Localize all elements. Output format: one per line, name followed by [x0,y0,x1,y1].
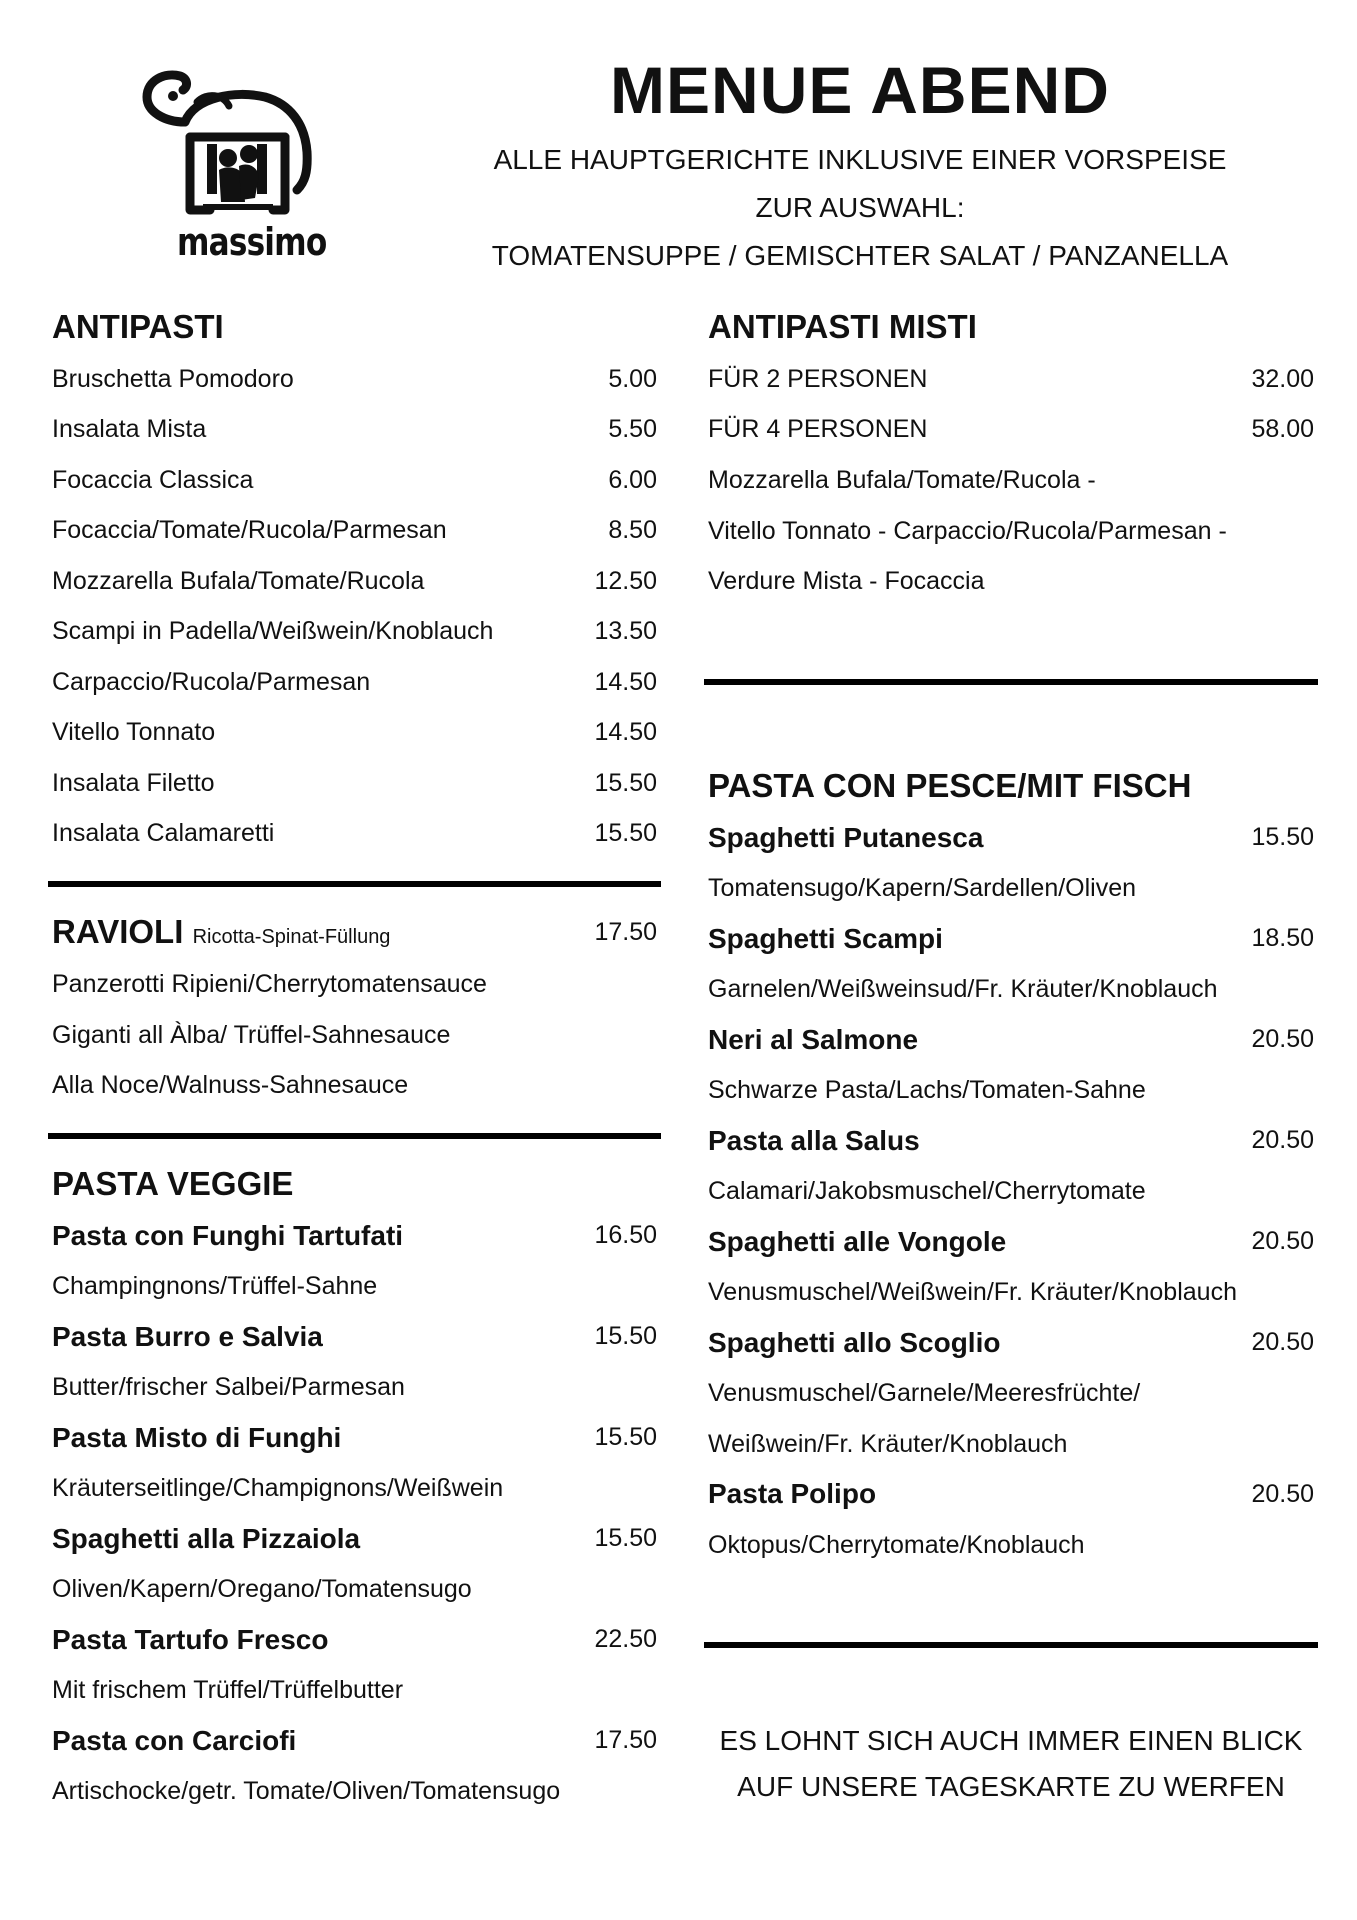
subtitle-line: ZUR AUSWAHL: [755,192,965,223]
menu-item-name: Pasta con Funghi Tartufati [52,1219,404,1251]
menu-item-price: 20.50 [1251,1328,1314,1357]
menu-item [52,607,657,658]
menu-item-price: 20.50 [1251,1227,1314,1256]
menu-item-name: Scampi in Padella/Weißwein/Knoblauch [52,617,494,646]
menu-item [52,506,657,557]
menu-item-name: Pasta Burro e Salvia [52,1320,323,1352]
menu-item [52,556,657,607]
menu-item-name: Spaghetti alle Vongole [708,1225,1007,1257]
menu-item [708,914,1314,965]
menu-item-name: Insalata Filetto [52,768,215,797]
ravioli-subtitle: Ricotta-Spinat-Füllung [192,926,391,948]
menu-item [708,1469,1314,1520]
ravioli-variant: Panzerotti Ripieni/Cherrytomatensauce [52,970,487,998]
logo-text: massimo [177,220,327,264]
logo [125,62,340,262]
section-title-ravioli: RAVIOLI [52,913,184,950]
menu-item [52,708,657,759]
ravioli-list [52,959,657,1111]
menu-item-price: 15.50 [1251,823,1314,852]
menu-item-price: 20.50 [1251,1025,1314,1054]
menu-item-name: Focaccia/Tomate/Rucola/Parmesan [52,516,447,545]
menu-item [52,354,657,405]
subtitle-line: ALLE HAUPTGERICHTE INKLUSIVE EINER VORSPEISE [493,144,1227,175]
menu-item-name: Focaccia Classica [52,465,254,494]
menu-item-name: Insalata Mista [52,415,207,444]
menu-item-price: 32.00 [1251,364,1314,393]
menu-item-name: Pasta con Carciofi [52,1724,297,1756]
menu-item-name: Vitello Tonnato [52,718,216,747]
pasta-pesce-list [708,813,1314,1571]
footer-note [708,1718,1314,1810]
menu-item-price: 14.50 [594,667,657,696]
menu-item [52,1716,657,1767]
menu-item [52,657,657,708]
menu-item-description: Artischocke/getr. Tomate/Oliven/Tomatensugo [52,1777,561,1805]
menu-item-price: 16.50 [594,1221,657,1250]
menu-item-description: Venusmuschel/Weißwein/Fr. Kräuter/Knoblauch [708,1278,1237,1306]
menu-item-name: Mozzarella Bufala/Tomate/Rucola [52,566,425,595]
menu-item-price: 20.50 [1251,1126,1314,1155]
menu-item-name: FÜR 2 PERSONEN [708,364,928,393]
menu-item-description: Oktopus/Cherrytomate/Knoblauch [708,1530,1085,1559]
menu-item [708,405,1314,456]
menu-item-price: 14.50 [594,718,657,747]
menu-item-price: 5.50 [608,415,657,444]
menu-item-name: Pasta Tartufo Fresco [52,1623,329,1655]
menu-item-name: Spaghetti alla Pizzaiola [52,1522,361,1554]
section-title-pasta-pesce: PASTA CON PESCE/MIT FISCH [708,766,1192,804]
menu-item-description: Mit frischem Trüffel/Trüffelbutter [52,1676,404,1704]
menu-item-price: 15.50 [594,768,657,797]
menu-item-name: Spaghetti Putanesca [708,821,984,853]
menu-item-description: Kräuterseitlinge/Champignons/Weißwein [52,1474,504,1502]
menu-item-description: Tomatensugo/Kapern/Sardellen/Oliven [708,874,1137,902]
menu-item-name: Pasta Misto di Funghi [52,1421,342,1453]
menu-item-price: 20.50 [1251,1479,1314,1508]
menu-item [708,354,1314,405]
menu-item [52,1615,657,1666]
subtitle-line: TOMATENSUPPE / GEMISCHTER SALAT / PANZANELLA [491,240,1229,271]
menu-item-description: Schwarze Pasta/Lachs/Tomaten-Sahne [708,1076,1146,1104]
pasta-veggie-list [52,1211,657,1817]
menu-item-name: Bruschetta Pomodoro [52,364,294,393]
section-title-antipasti-misti: ANTIPASTI MISTI [708,308,977,345]
menu-item [52,1312,657,1363]
menu-item-description: Calamari/Jakobsmuschel/Cherrytomate [708,1177,1146,1205]
menu-item-price: 22.50 [594,1625,657,1654]
header-subtitle [430,136,1290,280]
menu-item [52,758,657,809]
header [430,50,1290,280]
misti-description-line: Mozzarella Bufala/Tomate/Rucola - [708,466,1096,494]
page-title: MENUE ABEND [610,53,1110,127]
menu-item [708,813,1314,864]
menu-item-price: 15.50 [594,1322,657,1351]
menu-item-price: 15.50 [594,1423,657,1452]
footer-line: AUF UNSERE TAGESKARTE ZU WERFEN [737,1771,1285,1802]
menu-item-price: 8.50 [608,516,657,545]
footer-line: ES LOHNT SICH AUCH IMMER EINEN BLICK [719,1725,1303,1756]
menu-item-name: Pasta alla Salus [708,1124,920,1156]
menu-item [708,1116,1314,1167]
antipasti-misti-description [708,455,1314,607]
misti-description-line: Verdure Mista - Focaccia [708,567,985,595]
ravioli-variant: Giganti all Àlba/ Trüffel-Sahnesauce [52,1020,451,1049]
menu-item-price: 17.50 [594,1726,657,1755]
menu-item-price: 18.50 [1251,924,1314,953]
menu-item [708,1015,1314,1066]
menu-item-name: Spaghetti allo Scoglio [708,1326,1001,1358]
menu-item-price: 15.50 [594,819,657,848]
menu-item-name: FÜR 4 PERSONEN [708,415,928,444]
menu-item [52,1413,657,1464]
menu-item-price: 6.00 [608,465,657,494]
menu-item-description: Butter/frischer Salbei/Parmesan [52,1373,405,1401]
menu-item-name: Carpaccio/Rucola/Parmesan [52,667,371,696]
menu-item-description: Oliven/Kapern/Oregano/Tomatensugo [52,1575,472,1603]
section-title-pasta-veggie: PASTA VEGGIE [52,1164,294,1202]
menu-item [52,809,657,860]
antipasti-misti-list [708,354,1314,455]
menu-item [708,1318,1314,1369]
menu-item-price: 58.00 [1251,415,1314,444]
menu-item-price: 5.00 [608,364,657,393]
ravioli-header [52,905,657,959]
menu-item-name: Spaghetti Scampi [708,922,943,954]
menu-item [708,1217,1314,1268]
menu-item [52,405,657,456]
menu-item [52,455,657,506]
menu-item-name: Insalata Calamaretti [52,819,275,848]
menu-item-name: Pasta Polipo [708,1478,877,1510]
misti-description-line: Vitello Tonnato - Carpaccio/Rucola/Parmesan - [708,516,1227,545]
menu-item-description: Champingnons/Trüffel-Sahne [52,1272,378,1300]
menu-item-description: Venusmuschel/Garnele/Meeresfrüchte/ [708,1379,1141,1407]
antipasti-list [52,354,657,859]
elephant-logo-icon [125,62,325,232]
ravioli-price: 17.50 [594,917,657,946]
menu-item-price: 15.50 [594,1524,657,1553]
menu-item [52,1211,657,1262]
left-column [52,300,657,1817]
menu-item-name: Neri al Salmone [708,1023,919,1055]
menu-item-description: Garnelen/Weißweinsud/Fr. Kräuter/Knoblauch [708,975,1218,1003]
menu-item-description: Weißwein/Fr. Kräuter/Knoblauch [708,1429,1068,1458]
section-title-antipasti: ANTIPASTI [52,308,224,345]
ravioli-variant: Alla Noce/Walnuss-Sahnesauce [52,1071,409,1099]
menu-item [52,1514,657,1565]
menu-item-price: 12.50 [594,566,657,595]
right-column [708,300,1314,1810]
menu-item-price: 13.50 [594,617,657,646]
